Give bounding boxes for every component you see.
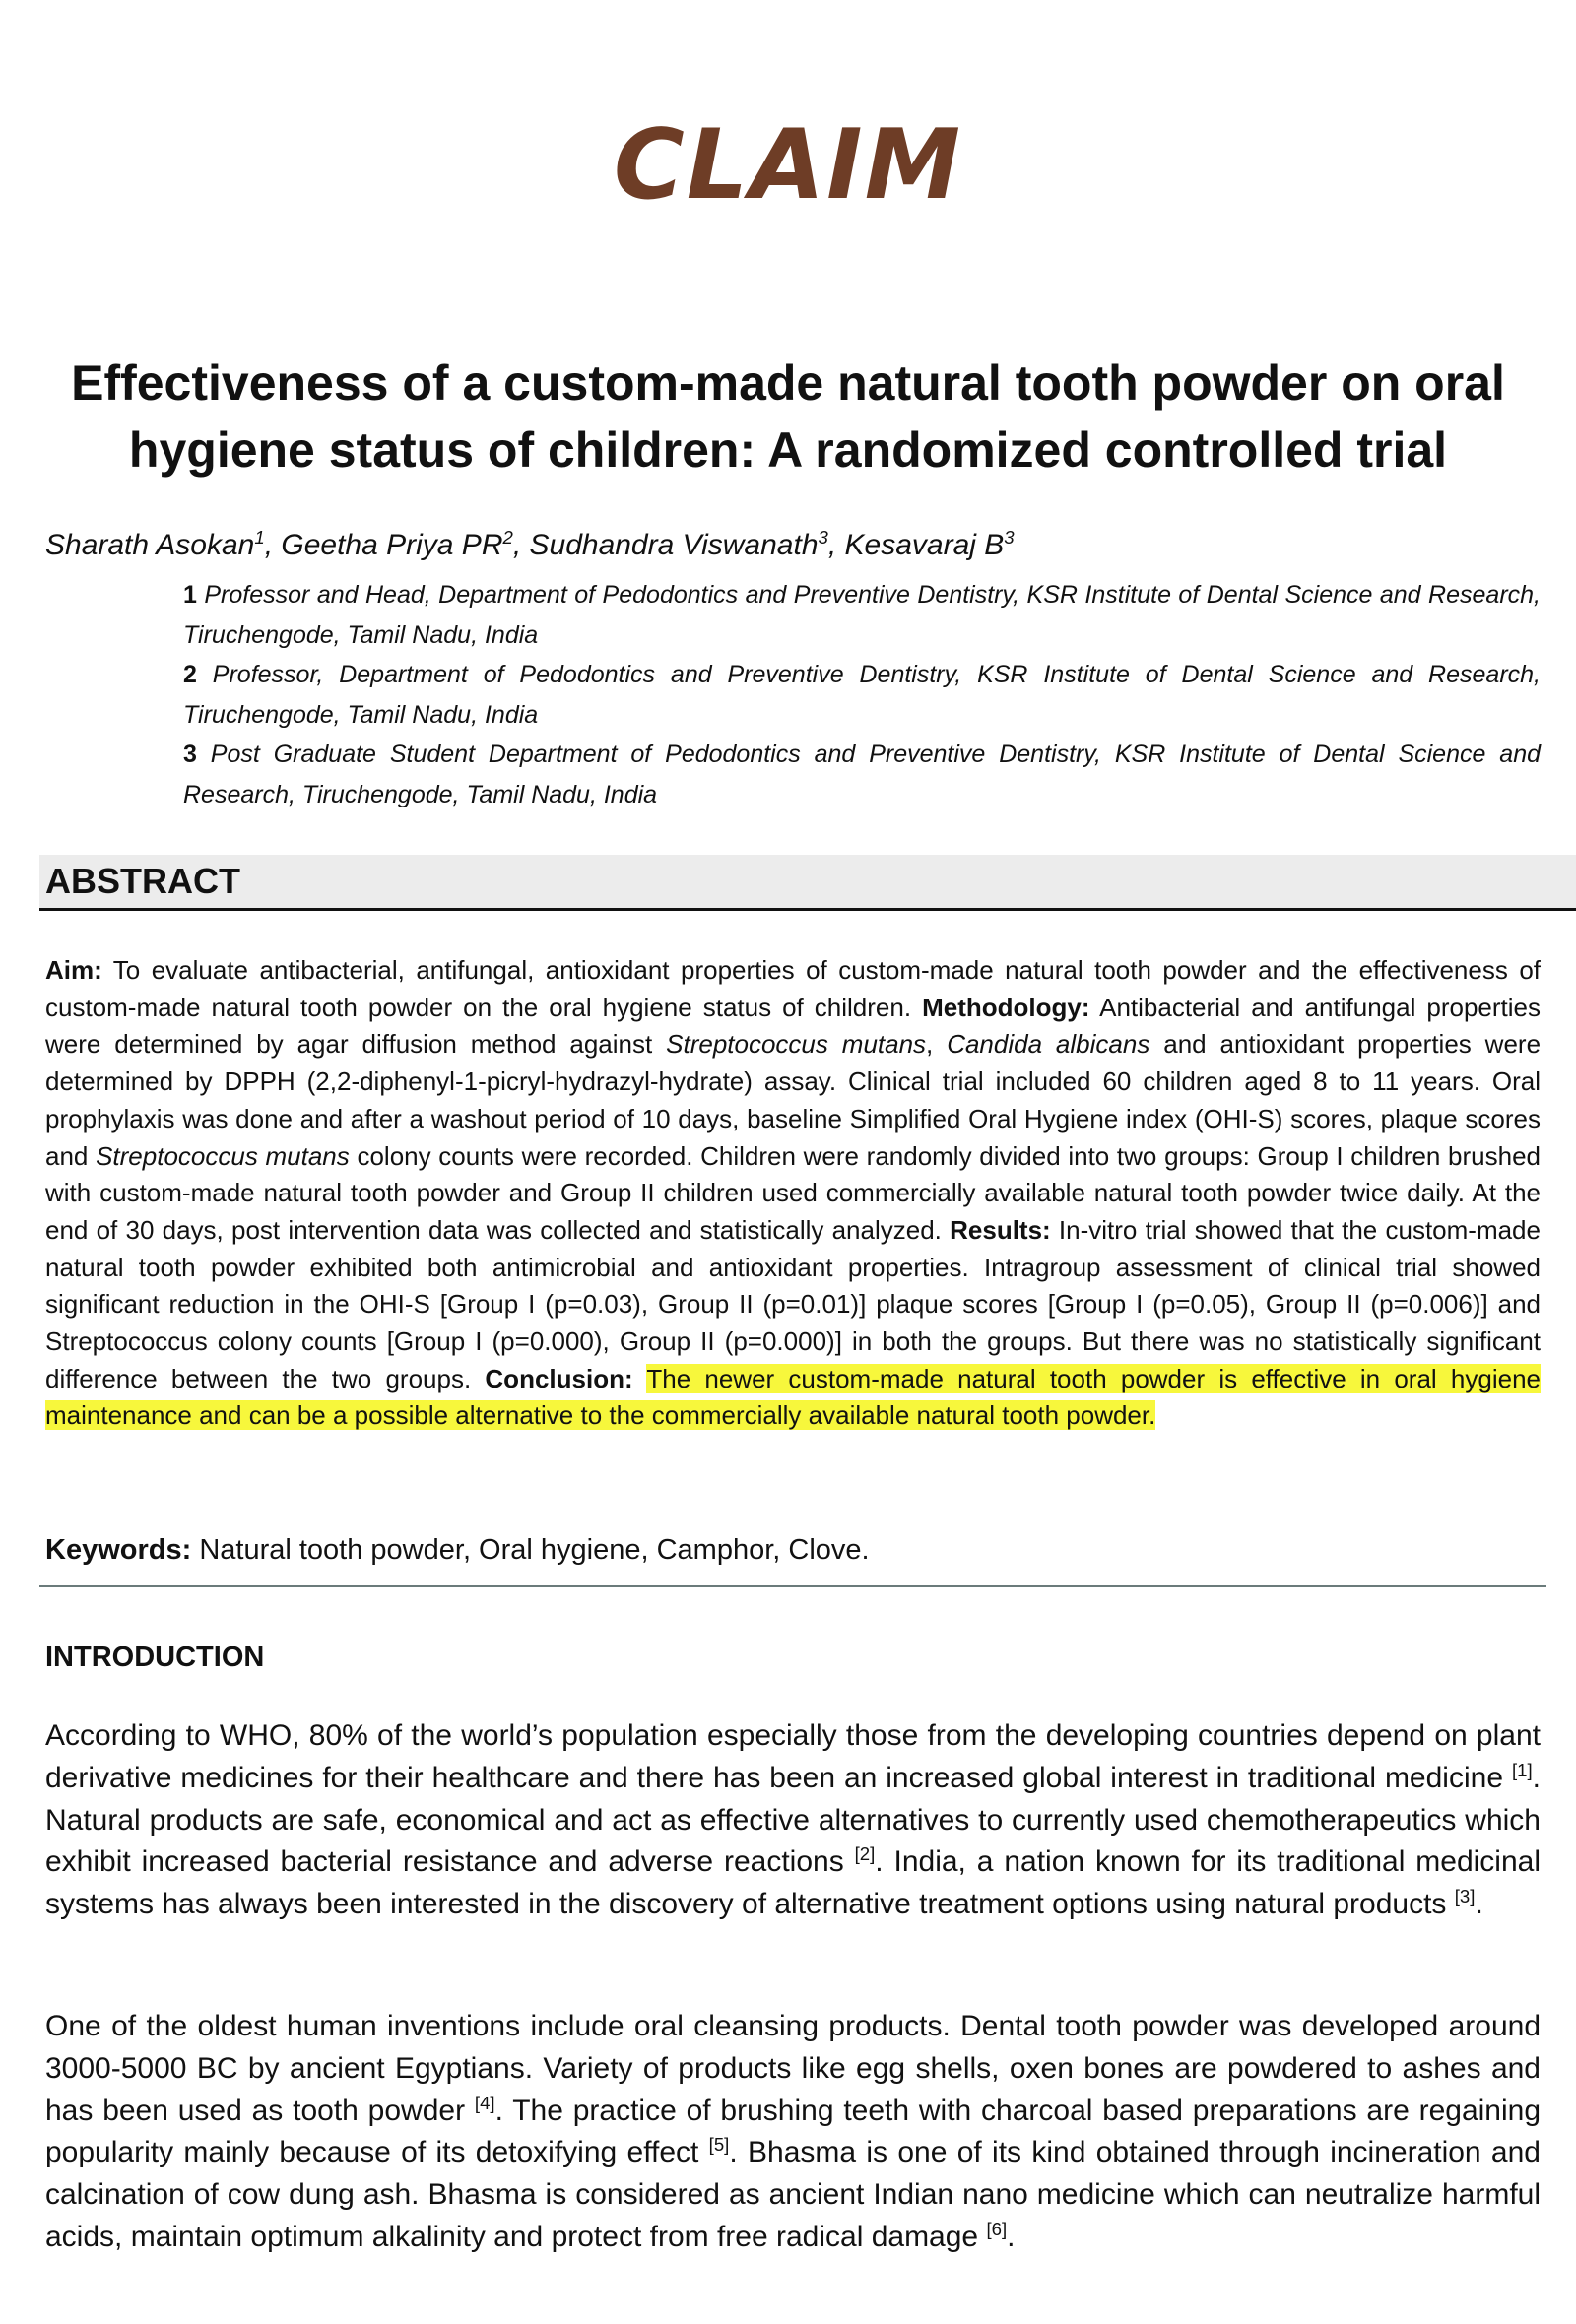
- introduction-heading: INTRODUCTION: [45, 1642, 265, 1673]
- paragraph-text: According to WHO, 80% of the world’s population especially those from the developing countries depend on plant derivative medicines for their healthcare and there has been an increased global interest in traditional medicine: [45, 1719, 1541, 1794]
- affiliation-item: [183, 655, 1541, 735]
- keywords-text: Natural tooth powder, Oral hygiene, Camphor, Clove.: [199, 1534, 870, 1566]
- methodology-text: colony counts were recorded. Children were randomly divided into two groups: Group I children brushed with custom-made natural tooth powder and Group II children used commercially available natural tooth powder twice daily. At the end of 30 days, post intervention data was collected and statistically analyzed.: [45, 1140, 1541, 1245]
- methodology-text: Antibacterial and antifungal properties were determined by agar diffusion method against: [45, 992, 1541, 1060]
- affiliation-number: 1: [183, 581, 197, 609]
- punctuation: ,: [926, 1029, 934, 1060]
- affiliation-number: 2: [183, 661, 197, 688]
- author-name[interactable]: Kesavaraj B: [844, 529, 1005, 561]
- results-label: Results:: [950, 1214, 1051, 1245]
- paragraph-text: . Bhasma is one of its kind obtained through incineration and calcination of cow dung ash. Bhasma is considered as ancient Indian nano medicine which can neutralize harmful acids, maintain optimum alkalinity and protect from free radical damage: [45, 2136, 1541, 2253]
- paragraph-text: . The practice of brushing teeth with charcoal based preparations are regaining popularity mainly because of its detoxifying effect: [45, 2094, 1542, 2169]
- author-affiliation-mark: 3: [1004, 527, 1015, 548]
- aim-text: To evaluate antibacterial, antifungal, antioxidant properties of custom-made natural tooth powder and the effectiveness of custom-made natural tooth powder on the oral hygiene status of children.: [45, 955, 1541, 1022]
- citation-ref[interactable]: [1]: [1511, 1759, 1533, 1780]
- author-affiliation-mark: 1: [254, 527, 265, 548]
- keywords-line: [45, 1530, 1541, 1570]
- keywords-label: Keywords:: [45, 1534, 192, 1566]
- affiliation-number: 3: [183, 741, 197, 768]
- citation-ref[interactable]: [3]: [1454, 1886, 1476, 1907]
- conclusion-highlighted-text: The newer custom-made natural tooth powder is effective in oral hygiene maintenance and can be a possible alternative to the commercially available natural tooth powder.: [45, 1363, 1541, 1431]
- author-name[interactable]: Sharath Asokan: [45, 529, 255, 561]
- methodology-text: and antioxidant properties were determined by DPPH (2,2-diphenyl-1-picryl-hydrazyl-hydrate) assay. Clinical trial included 60 children aged 8 to 11 years. Oral prophylaxis was done and after a washout period of 10 days, baseline Simplified Oral Hygiene index (OHI-S) scores, plaque scores and: [45, 1029, 1542, 1171]
- author-separator: ,: [827, 529, 845, 561]
- introduction-paragraph-1: [45, 1715, 1541, 1926]
- author-name[interactable]: Geetha Priya PR: [281, 529, 503, 561]
- affiliation-item: [183, 575, 1541, 655]
- introduction-paragraph-2: [45, 2006, 1541, 2259]
- author-separator: ,: [512, 529, 530, 561]
- abstract-heading: ABSTRACT: [45, 861, 240, 901]
- citation-ref[interactable]: [6]: [986, 2218, 1008, 2239]
- author-separator: ,: [264, 529, 282, 561]
- methodology-label: Methodology:: [922, 992, 1090, 1022]
- abstract-heading-bar: [39, 855, 1576, 911]
- section-divider: [39, 1585, 1546, 1587]
- results-text: In-vitro trial showed that the custom-made natural tooth powder exhibited both antimicrobial and antioxidant properties. Intragroup assessment of clinical trial showed significant reduction in the OHI-S [Group I (p=0.03), Group II (p=0.01)] plaque scores [Group I (p=0.05), Group II (p=0.006)] and Streptococcus colony counts [Group I (p=0.000), Group II (p=0.000)] in both the groups. But there was no statistically significant difference between the two groups.: [45, 1214, 1541, 1393]
- affiliation-text: Professor, Department of Pedodontics and Preventive Dentistry, KSR Institute of Dental Science and Research, Tiruchengode, Tamil Nadu, India: [183, 661, 1541, 729]
- paragraph-text: . Natural products are safe, economical and act as effective alternatives to currently used chemotherapeutics which exhibit increased bacterial resistance and adverse reactions: [45, 1761, 1541, 1879]
- organism-name: Streptococcus mutans: [96, 1140, 350, 1171]
- affiliation-text: Post Graduate Student Department of Pedodontics and Preventive Dentistry, KSR Institute of Dental Science and Research, Tiruchengode, Tamil Nadu, India: [183, 741, 1541, 808]
- paragraph-text: . India, a nation known for its traditional medicinal systems has always been interested in the discovery of alternative treatment options using natural products: [45, 1845, 1541, 1921]
- author-affiliation-mark: 2: [502, 527, 513, 548]
- affiliation-list: [183, 575, 1541, 814]
- author-name[interactable]: Sudhandra Viswanath: [529, 529, 819, 561]
- abstract-body: [45, 952, 1541, 1435]
- author-list: [45, 526, 1523, 565]
- paragraph-text: .: [1007, 2220, 1016, 2253]
- citation-ref[interactable]: [5]: [708, 2134, 730, 2156]
- journal-logo: CLAIM: [613, 109, 963, 222]
- conclusion-label: Conclusion:: [485, 1363, 633, 1393]
- aim-label: Aim:: [45, 955, 102, 985]
- citation-ref[interactable]: [4]: [474, 2092, 495, 2113]
- paragraph-text: One of the oldest human inventions include oral cleansing products. Dental tooth powder was developed around 3000-5000 BC by ancient Egyptians. Variety of products like egg shells, oxen bones are powdered to ashes and has been used as tooth powder: [45, 2010, 1541, 2127]
- citation-ref[interactable]: [2]: [854, 1843, 876, 1865]
- organism-name: Streptococcus mutans: [666, 1029, 927, 1060]
- article-title: Effectiveness of a custom-made natural tooth powder on oral hygiene status of children: A randomized controlled trial: [71, 355, 1505, 478]
- organism-name: Candida albicans: [947, 1029, 1150, 1060]
- affiliation-text: Professor and Head, Department of Pedodontics and Preventive Dentistry, KSR Institute of Dental Science and Research, Tiruchengode, Tamil Nadu, India: [183, 581, 1541, 649]
- paragraph-text: .: [1475, 1888, 1483, 1921]
- affiliation-item: [183, 735, 1541, 814]
- author-affiliation-mark: 3: [818, 527, 828, 548]
